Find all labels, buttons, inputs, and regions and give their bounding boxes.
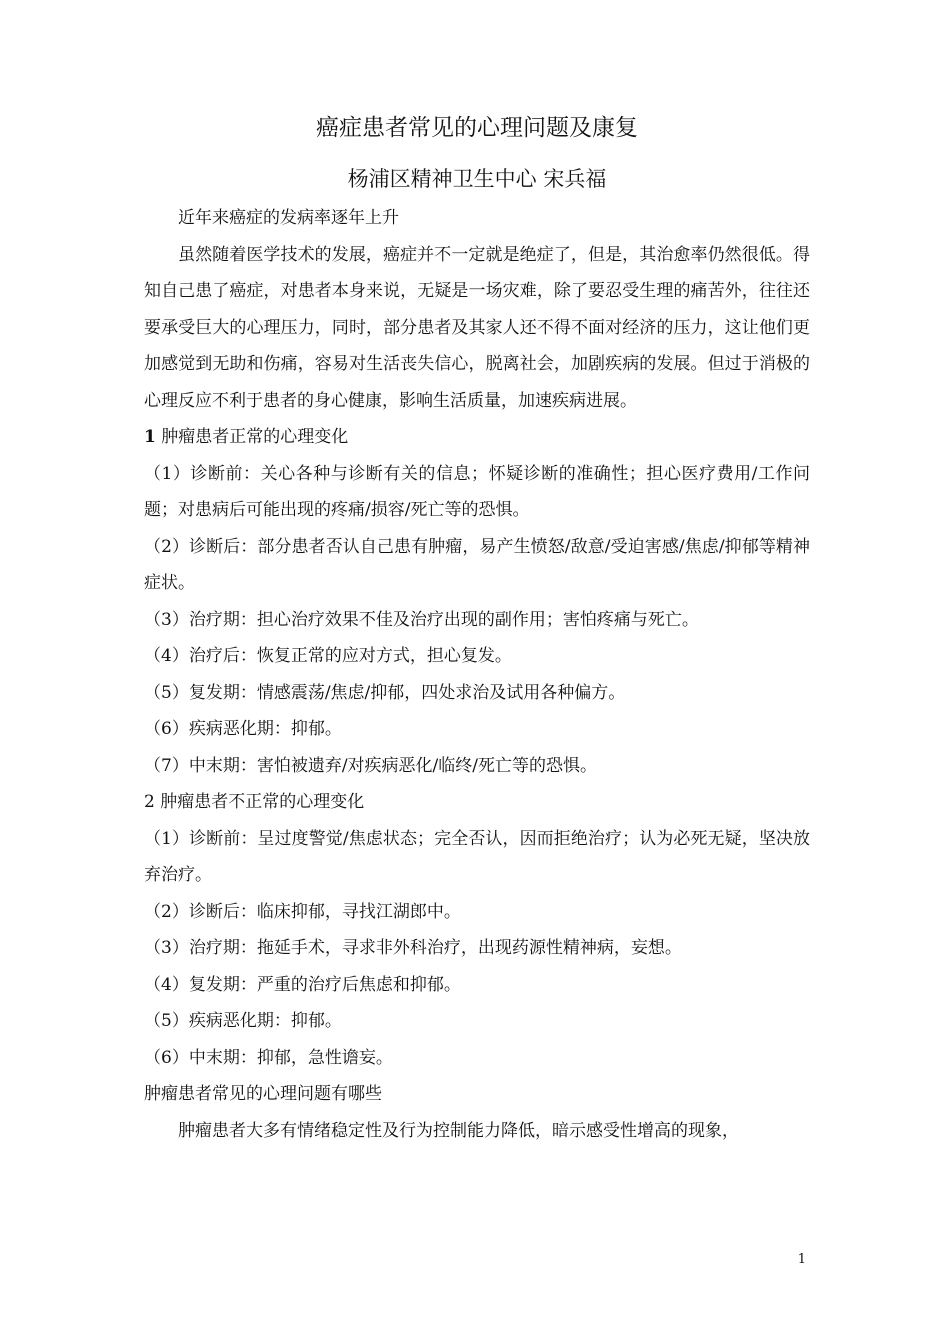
section-1-item: （7）中末期：害怕被遗弃/对疾病恶化/临终/死亡等的恐惧。 [144,755,597,776]
section-2-item: （6）中末期：抑郁，急性谵妄。 [144,1047,393,1068]
section-1-item: （3）治疗期：担心治疗效果不佳及治疗出现的副作用；害怕疼痛与死亡。 [144,609,699,630]
section-1-heading-text: 肿瘤患者正常的心理变化 [161,427,349,447]
section-3-heading: 肿瘤患者常见的心理问题有哪些 [144,1084,382,1104]
author-line: 杨浦区精神卫生中心 宋兵福 [347,167,607,191]
section-3-paragraph: 肿瘤患者大多有情绪稳定性及行为控制能力降低，暗示感受性增高的现象， [178,1120,739,1141]
document-title: 癌症患者常见的心理问题及康复 [316,115,638,141]
section-1-number: 1 [144,427,156,447]
section-2-heading: 2 肿瘤患者不正常的心理变化 [144,792,365,812]
page-number: 1 [797,1252,806,1267]
section-1-item: （5）复发期：情感震荡/焦虑/抑郁，四处求治及试用各种偏方。 [144,682,626,703]
section-1-item: （6）疾病恶化期：抑郁。 [144,719,342,739]
section-1-item: （2）诊断后：部分患者否认自己患有肿瘤，易产生愤怒/敌意/受迫害感/焦虑/抑郁等精神症状。 [144,536,810,593]
section-2-item: （5）疾病恶化期：抑郁。 [144,1011,342,1031]
section-1-heading [144,419,810,456]
section-1-item: （4）治疗后：恢复正常的应对方式，担心复发。 [144,646,512,666]
section-2-item: （1）诊断前：呈过度警觉/焦虑状态；完全否认，因而拒绝治疗；认为必死无疑，坚决放弃治疗。 [144,828,810,885]
section-2-item: （3）治疗期：拖延手术，寻求非外科治疗，出现药源性精神病，妄想。 [144,938,682,958]
section-2-item: （4）复发期：严重的治疗后焦虑和抑郁。 [144,974,461,995]
body-paragraph: 虽然随着医学技术的发展，癌症并不一定就是绝症了，但是，其治愈率仍然很低。得知自己患了癌症，对患者本身来说，无疑是一场灾难，除了要忍受生理的痛苦外，往往还要承受巨大的心理压力，同时，部分患者及其家人还不得不面对经济的压力，这让他们更加感觉到无助和伤痛，容易对生活丧失信心，脱离社会，加剧疾病的发展。但过于消极的心理反应不利于患者的身心健康，影响生活质量，加速疾病进展。 [144,244,810,411]
section-2-item: （2）诊断后：临床抑郁，寻找江湖郎中。 [144,901,461,922]
intro-paragraph: 近年来癌症的发病率逐年上升 [178,208,399,228]
document-body [144,112,810,1149]
section-1-item: （1）诊断前：关心各种与诊断有关的信息；怀疑诊断的准确性；担心医疗费用/工作问题；对患病后可能出现的疼痛/损容/死亡等的恐惧。 [144,463,810,520]
